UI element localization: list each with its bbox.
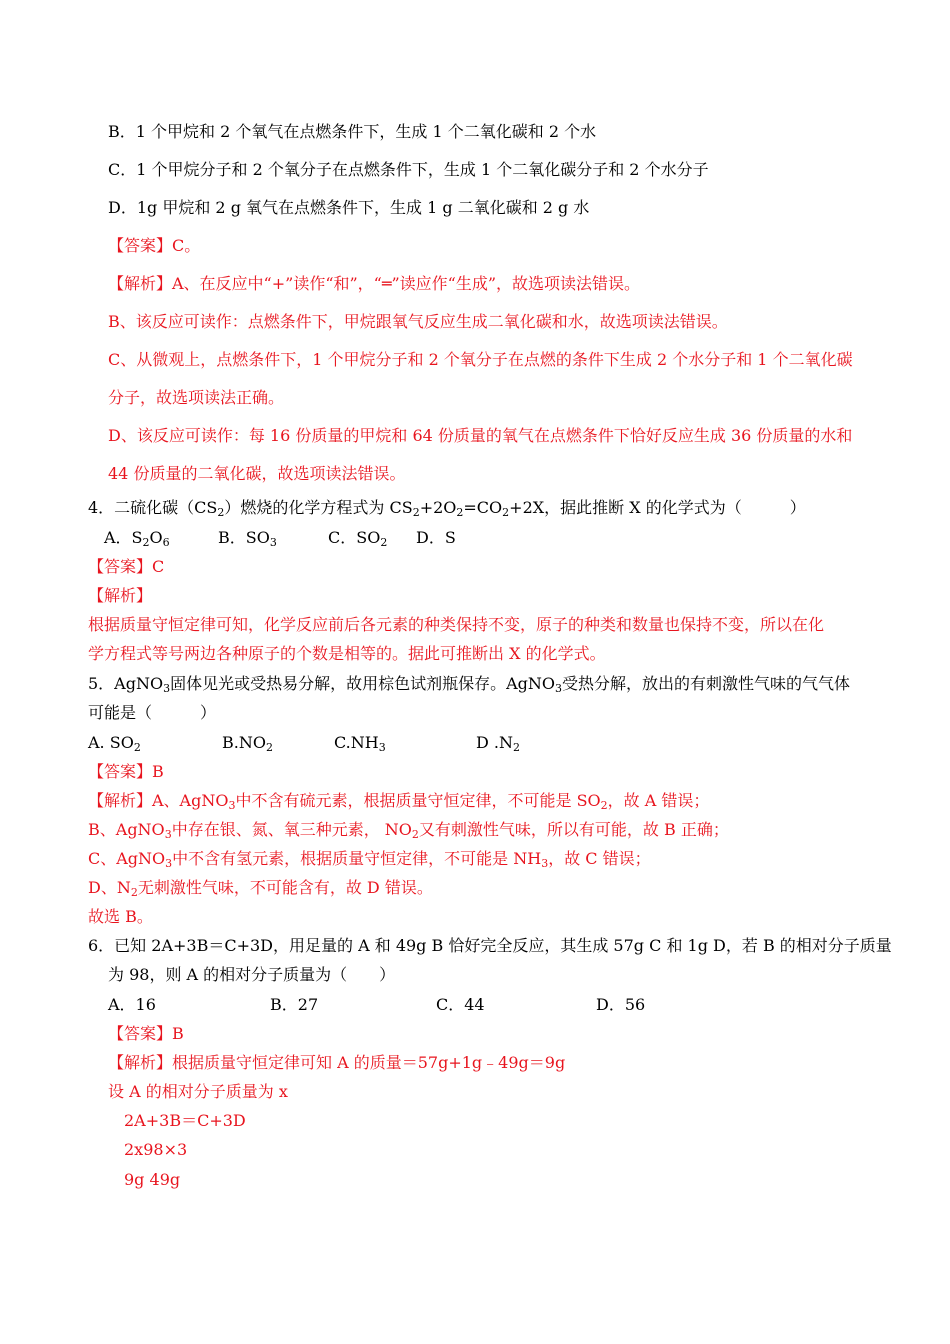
q6-ratio-line2: 9g 49g [124, 1170, 181, 1189]
q5-analysis-b: B、AgNO$_3$中存在银、氮、氧三种元素， $NO_2$又有刺激性气味，所以有可能，故 B 正确； [88, 820, 729, 841]
q3-analysis-d-line2: 44 份质量的二氧化碳，故选项读法错误。 [108, 464, 406, 483]
q6-option-c: C．44 [436, 995, 485, 1014]
q3-answer: 【答案】C。 [108, 236, 201, 255]
q6-answer: 【答案】B [108, 1024, 184, 1043]
q6-option-d: D．56 [596, 995, 646, 1014]
q6-stem-line1: 6．已知 2A+3B＝C+3D，用足量的 A 和 49g B 恰好完全反应，其生成 57g C 和 1g D，若 B 的相对分子质量 [88, 936, 892, 955]
q3-analysis-d-line1: D、该反应可读作：每 16 份质量的甲烷和 64 份质量的氧气在点燃条件下恰好反应生成 36 份质量的水和 [108, 426, 853, 445]
q5-analysis-a: 【解析】A、AgNO$_3$中不含有硫元素，根据质量守恒定律，不可能是 $SO_2$，故 A 错误； [88, 791, 710, 812]
q3-analysis-b: B、该反应可读作：点燃条件下，甲烷跟氧气反应生成二氧化碳和水，故选项读法错误。 [108, 312, 728, 331]
q4-answer: 【答案】C [88, 557, 165, 576]
q5-stem-line2: 可能是（ ） [88, 703, 217, 722]
q5-option-d: D $.N_2$ [476, 733, 520, 754]
q3-option-d: D．1g 甲烷和 2 g 氧气在点燃条件下，生成 1 g 二氧化碳和 2 g 水 [108, 198, 590, 217]
q5-option-b: $B.NO_2$ [222, 733, 273, 754]
q6-option-b: B．27 [270, 995, 319, 1014]
q6-stem-line2: 为 98，则 A 的相对分子质量为（ ） [108, 965, 396, 984]
q5-analysis-c: C、AgNO$_3$中不含有氢元素，根据质量守恒定律，不可能是 $NH_3$，故 C 错误； [88, 849, 651, 870]
q5-conclusion: 故选 B。 [88, 907, 153, 926]
q5-option-a: A. $SO_2$ [88, 733, 141, 754]
q3-option-c: C．1 个甲烷分子和 2 个氧分子在点燃条件下，生成 1 个二氧化碳分子和 2 个水分子 [108, 160, 709, 179]
q5-answer: 【答案】B [88, 762, 164, 781]
q6-equation: 2A+3B＝C+3D [124, 1111, 246, 1130]
q4-option-c: C．$SO_2$ [328, 528, 388, 549]
q4-option-a: A．$S_2O_6$ [104, 528, 170, 549]
q3-analysis-a: 【解析】A、在反应中“+”读作“和”，“═”读应作“生成”，故选项读法错误。 [108, 274, 641, 293]
q4-stem: 4．二硫化碳$(CS_2)$燃烧的化学方程式为 $CS_2+2O_2=CO_2+2X$，据此推断 X 的化学式为（ ） [88, 498, 806, 519]
q4-analysis-line1: 根据质量守恒定律可知，化学反应前后各元素的种类保持不变，原子的种类和数量也保持不变，所以在化 [88, 615, 825, 634]
q6-analysis-line2: 设 A 的相对分子质量为 x [108, 1082, 288, 1101]
q6-analysis-line1: 【解析】根据质量守恒定律可知 A 的质量＝57g+1g﹣49g＝9g [108, 1053, 566, 1072]
q4-option-d: D．S [416, 528, 456, 547]
q4-analysis-label: 【解析】 [88, 586, 153, 605]
q6-option-a: A．16 [108, 995, 156, 1014]
q6-ratio-line1: 2x98×3 [124, 1140, 188, 1159]
q3-analysis-c-line1: C、从微观上，点燃条件下，1 个甲烷分子和 2 个氧分子在点燃的条件下生成 2 个水分子和 1 个二氧化碳 [108, 350, 853, 369]
q3-analysis-c-line2: 分子，故选项读法正确。 [108, 388, 285, 407]
q5-analysis-d: D、$N_2$无刺激性气味，不可能含有，故 D 错误。 [88, 878, 433, 899]
q5-stem-line1: 5．AgNO$_3$固体见光或受热易分解，故用棕色试剂瓶保存。AgNO$_3$受热分解，放出的有刺激性气味的气气体 [88, 674, 851, 695]
q3-option-b: B．1 个甲烷和 2 个氧气在点燃条件下，生成 1 个二氧化碳和 2 个水 [108, 122, 597, 141]
q4-option-b: B．$SO_3$ [218, 528, 277, 549]
q4-analysis-line2: 学方程式等号两边各种原子的个数是相等的。据此可推断出 X 的化学式。 [88, 644, 606, 663]
q5-option-c: $C.NH_3$ [334, 733, 386, 754]
